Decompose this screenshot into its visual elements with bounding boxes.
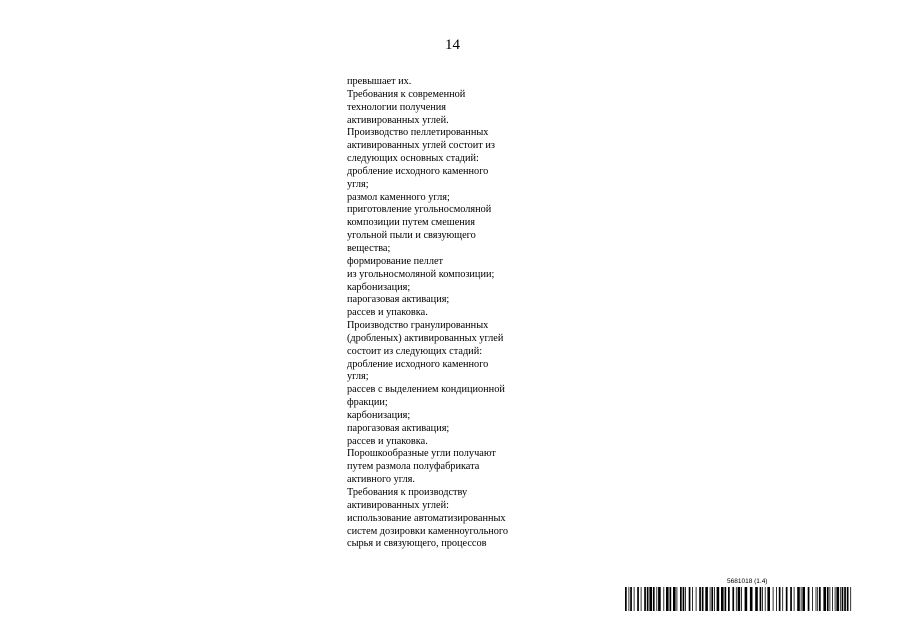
barcode-bar [637, 587, 639, 611]
text-line: рассев с выделением кондиционной [347, 384, 505, 396]
barcode-bar [710, 587, 711, 611]
barcode-bar [750, 587, 753, 611]
text-line: вещества; [347, 242, 391, 254]
text-line: рассев и упаковка. [347, 435, 428, 447]
text-line: угля; [347, 371, 369, 383]
barcode-bar [732, 587, 734, 611]
barcode [625, 587, 855, 611]
barcode-bar [656, 587, 657, 611]
text-line: дробление исходного каменного [347, 165, 489, 177]
text-line: парогазовая активация; [347, 294, 450, 306]
barcode-bar [741, 587, 742, 611]
barcode-bar [711, 587, 713, 611]
barcode-bar [736, 587, 737, 611]
barcode-bar [738, 587, 741, 611]
text-line: активированных углей состоит из [347, 140, 495, 152]
barcode-bar [765, 587, 766, 611]
barcode-bar [663, 587, 664, 611]
barcode-bar [670, 587, 672, 611]
barcode-bar [844, 587, 846, 611]
barcode-label: 5681018 (1.4) [727, 578, 768, 585]
barcode-bar [705, 587, 708, 611]
text-line: сырья и связующего, процессов [347, 538, 487, 550]
barcode-bar [745, 587, 748, 611]
text-line: фракции; [347, 397, 388, 409]
barcode-bar [779, 587, 781, 611]
text-line: путем размола полуфабриката [347, 461, 480, 473]
text-line: превышает их. [347, 76, 412, 87]
barcode-bar [802, 587, 805, 611]
barcode-bar [673, 587, 676, 611]
text-line: дробление исходного каменного [347, 358, 489, 370]
barcode-bar [767, 587, 770, 611]
barcode-bar [728, 587, 730, 611]
text-line: использование автоматизированных [347, 512, 506, 524]
barcode-bar [836, 587, 839, 611]
text-line: формирование пеллет [347, 255, 444, 267]
barcode-bar [647, 587, 649, 611]
barcode-bar [808, 587, 810, 611]
barcode-bar [773, 587, 774, 611]
barcode-bar [801, 587, 802, 611]
text-line: следующих основных стадий: [347, 153, 479, 165]
barcode-bar [625, 587, 627, 611]
text-line: из угольносмоляной композиции; [347, 268, 495, 280]
barcode-bar [677, 587, 678, 611]
text-column [347, 76, 587, 551]
barcode-bar [830, 587, 831, 611]
barcode-bar [692, 587, 693, 611]
text-line: Производство пеллетированных [347, 127, 489, 139]
barcode-bar [680, 587, 682, 611]
text-line: Порошкообразные угли получают [347, 448, 496, 460]
barcode-bar [658, 587, 661, 611]
barcode-bar [823, 587, 826, 611]
barcode-bar [819, 587, 821, 611]
text-line: карбонизация; [347, 409, 411, 421]
text-line: Требования к производству [347, 487, 468, 498]
barcode-bar [683, 587, 685, 611]
text-line: (дробленых) активированных углей [347, 332, 504, 344]
text-line: угля; [347, 178, 369, 190]
barcode-bar [755, 587, 758, 611]
barcode-bar [776, 587, 777, 611]
barcode-bar [835, 587, 836, 611]
barcode-bar [721, 587, 724, 611]
barcode-bar [847, 587, 849, 611]
barcode-bar [630, 587, 632, 611]
barcode-bar [644, 587, 646, 611]
barcode-bar [714, 587, 715, 611]
barcode-bar [812, 587, 813, 611]
barcode-bar [840, 587, 841, 611]
barcode-bar [790, 587, 792, 611]
barcode-bar [762, 587, 763, 611]
barcode-bar [797, 587, 800, 611]
text-line: приготовление угольносмоляной [347, 204, 492, 216]
text-line: карбонизация; [347, 281, 411, 293]
barcode-bar [842, 587, 844, 611]
barcode-bar [702, 587, 704, 611]
text-line: состоит из следующих стадий: [347, 345, 483, 357]
barcode-bar [696, 587, 697, 611]
barcode-bar [816, 587, 817, 611]
text-line: технологии получения [347, 101, 447, 113]
barcode-bar [760, 587, 762, 611]
text-line: композиции путем смешения [347, 217, 476, 229]
barcode-bar [666, 587, 669, 611]
barcode-bar [725, 587, 727, 611]
barcode-bar [717, 587, 720, 611]
barcode-bar [817, 587, 818, 611]
text-line: Производство гранулированных [347, 320, 489, 332]
text-line: активированных углей. [347, 114, 449, 126]
barcode-bar [782, 587, 783, 611]
text-line: угольной пыли и связующего [347, 230, 476, 242]
barcode-bar [653, 587, 655, 611]
text-line: активного угля. [347, 474, 415, 486]
barcode-bar [641, 587, 642, 611]
barcode-bar [689, 587, 691, 611]
text-line: рассев и упаковка. [347, 307, 428, 319]
text-line: парогазовая активация; [347, 422, 450, 434]
text-line: размол каменного угля; [347, 191, 450, 203]
barcode-bar [786, 587, 788, 611]
barcode-bar [699, 587, 701, 611]
barcode-bar [685, 587, 686, 611]
barcode-bar [850, 587, 851, 611]
text-line: систем дозировки каменноугольного [347, 525, 509, 537]
barcode-bar [794, 587, 795, 611]
text-line: активированных углей: [347, 499, 450, 511]
barcode-bar [827, 587, 829, 611]
page-number: 14 [445, 37, 460, 53]
barcode-bar [832, 587, 833, 611]
barcode-bar [634, 587, 635, 611]
barcode-bar [649, 587, 652, 611]
barcode-bar [629, 587, 630, 611]
text-line: Требования к современной [347, 88, 466, 100]
